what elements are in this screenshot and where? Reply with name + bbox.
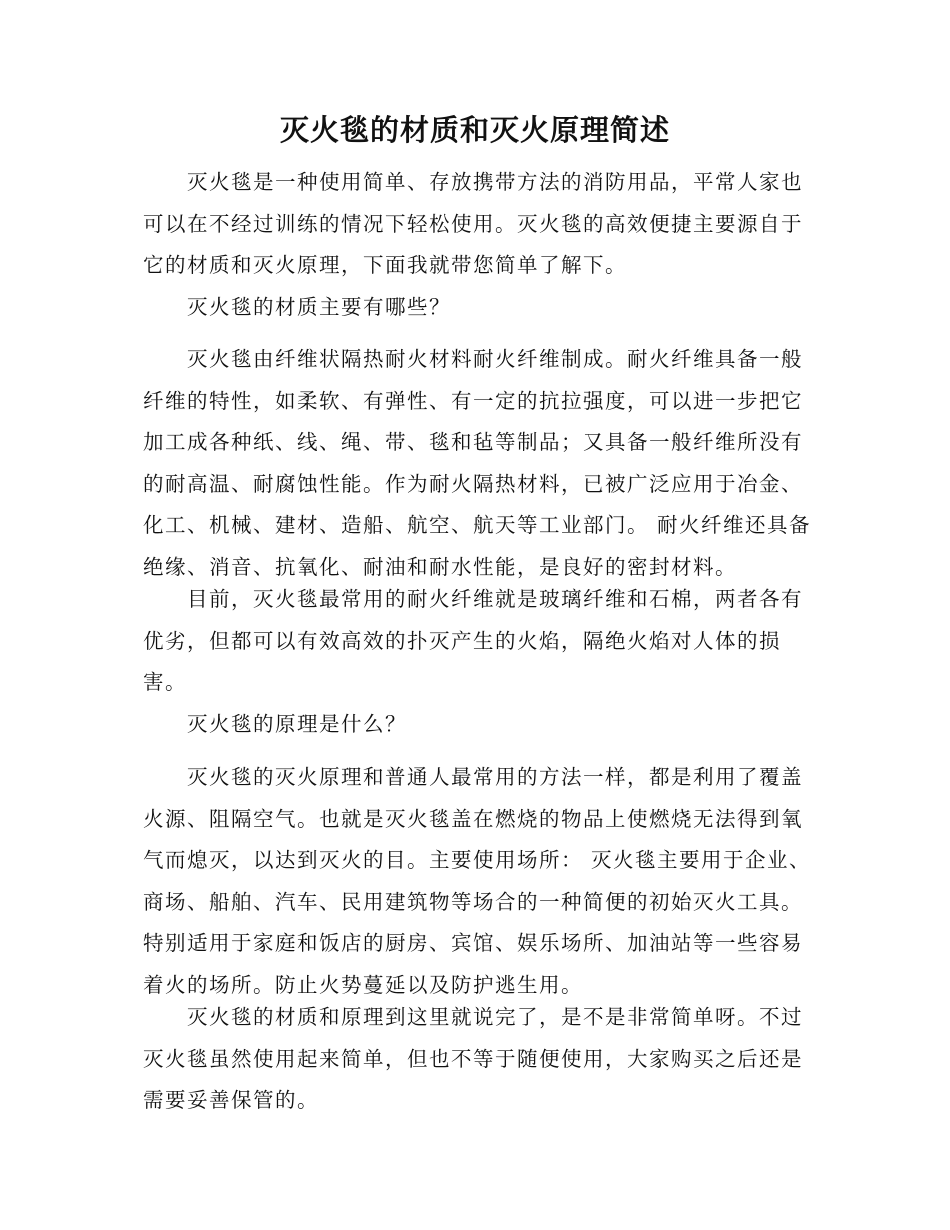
paragraph-material: [143, 339, 811, 588]
paragraph-line: 灭火毯的原理是什么？: [187, 712, 407, 736]
paragraph-line: 目前，灭火毯最常用的耐火纤维就是玻璃纤维和石棉，两者各有: [187, 587, 803, 611]
paragraph-line: 优劣，但都可以有效高效的扑灭产生的火焰，隔绝火焰对人体的损: [143, 628, 781, 653]
paragraph-line: 特别适用于家庭和饭店的厨房、宾馆、娱乐场所、加油站等一些容易: [143, 931, 803, 955]
paragraph-line: 它的材质和灭火原理，下面我就带您简单了解下。: [143, 253, 627, 277]
paragraph-line: 灭火毯的材质主要有哪些？: [187, 295, 451, 319]
paragraph-intro: [143, 162, 811, 287]
paragraph-line: 灭火毯由纤维状隔热耐火材料耐火纤维制成。耐火纤维具备一般: [187, 347, 803, 371]
paragraph-line: 灭火毯是一种使用简单、存放携带方法的消防用品，平常人家也: [187, 170, 803, 194]
paragraph-line: 加工成各种纸、线、绳、带、毯和毡等制品；又具备一般纤维所没有: [143, 430, 803, 454]
paragraph-line: 的耐高温、耐腐蚀性能。作为耐火隔热材料，已被广泛应用于冶金、: [143, 471, 803, 496]
paragraph-line: 商场、船舶、汽车、民用建筑物等场合的一种简便的初始灭火工具。: [143, 889, 803, 914]
paragraph-line: 绝缘、消音、抗氧化、耐油和耐水性能，是良好的密封材料。: [143, 554, 737, 579]
document-title: 灭火毯的材质和灭火原理简述: [279, 113, 670, 147]
paragraph-conclusion: [143, 997, 811, 1122]
paragraph-line: 气而熄灭，以达到灭火的目。主要使用场所： 灭火毯主要用于企业、: [143, 848, 812, 872]
paragraph-line: 化工、机械、建材、造船、航空、航天等工业部门。 耐火纤维还具备: [143, 513, 812, 537]
paragraph-line: 害。: [143, 670, 187, 694]
paragraph-line: 灭火毯虽然使用起来简单，但也不等于随便使用，大家购买之后还是: [143, 1046, 803, 1071]
section-heading-material: [143, 287, 811, 329]
paragraph-line: 可以在不经过训练的情况下轻松使用。灭火毯的高效便捷主要源自于: [143, 211, 803, 236]
paragraph-line: 着火的场所。防止火势蔓延以及防护逃生用。: [143, 972, 583, 997]
paragraph-fiber-types: [143, 579, 811, 704]
paragraph-line: 需要妥善保管的。: [143, 1088, 319, 1112]
paragraph-line: 灭火毯的灭火原理和普通人最常用的方法一样，都是利用了覆盖: [187, 765, 803, 789]
paragraph-line: 火源、阻隔空气。也就是灭火毯盖在燃烧的物品上使燃烧无法得到氧: [143, 806, 803, 831]
paragraph-principle: [143, 757, 811, 1006]
paragraph-line: 灭火毯的材质和原理到这里就说完了，是不是非常简单呀。不过: [187, 1005, 803, 1029]
paragraph-line: 纤维的特性，如柔软、有弹性、有一定的抗拉强度，可以进一步把它: [143, 388, 803, 413]
section-heading-principle: [143, 704, 811, 746]
